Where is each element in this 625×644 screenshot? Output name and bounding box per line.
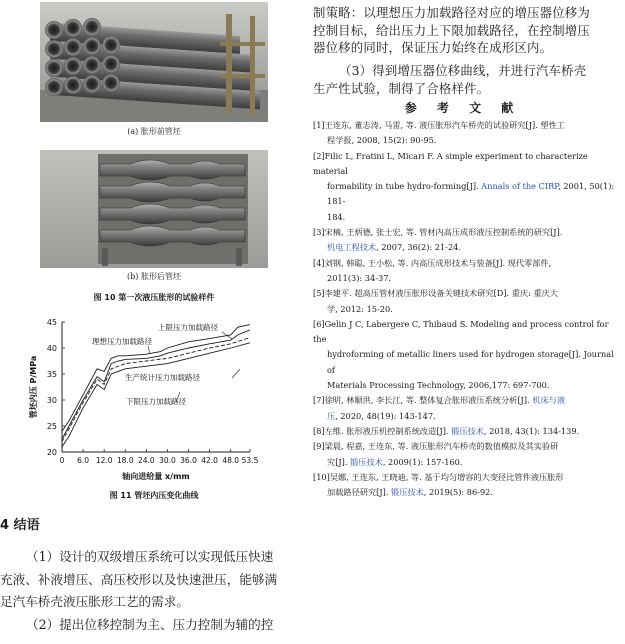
annotation-leader xyxy=(148,346,150,354)
references-title: 参 考 文 献 xyxy=(404,101,522,115)
reference-item xyxy=(313,393,615,424)
reference-item xyxy=(313,317,615,393)
ref-text: 学, 2012: 15-20. xyxy=(327,303,393,314)
x-tick-label: 42.0 xyxy=(201,456,218,465)
ref-text: 梁晨, 程嘉, 王连东, 等. 液压胀形汽车桥壳的数值模拟及其实验研 xyxy=(324,441,559,452)
ref-text: 程学报, 2008, 15(2): 90-95. xyxy=(327,135,437,146)
ref-text: 王连东, 董志涛, 马雷, 等. 液压胀形汽车桥壳的试验研究[J]. 塑性工 xyxy=(324,120,565,130)
reference-item xyxy=(313,439,615,470)
series-annotation: 理想压力加载路径 xyxy=(92,337,152,346)
annotation-leader xyxy=(222,332,232,339)
ref-text: Gelin J C, Labergere C, Thibaud S. Modeling and process control for the xyxy=(313,318,609,345)
body-line: 控制目标，给出压力上下限加载路径，在控制增压 xyxy=(313,22,590,38)
conclusion-body xyxy=(0,546,300,636)
reference-item xyxy=(313,225,615,256)
y-tick-label: 35 xyxy=(46,370,57,379)
series-line-3 xyxy=(62,338,250,442)
y-tick-label: 25 xyxy=(46,422,57,431)
conclusion-line: （1）设计的双级增压系统可以实现低压快速 xyxy=(26,549,274,564)
right-top-paragraph xyxy=(313,4,613,57)
reference-item xyxy=(313,470,615,501)
ref-text: hydroforming of metallic liners used for hydrogen storage[J]. Journal of xyxy=(327,349,614,375)
ref-text: , 2020, 48(19): 143-147. xyxy=(335,410,436,421)
x-tick-label: 18.0 xyxy=(116,456,134,465)
x-tick-label: 6.0 xyxy=(77,456,90,465)
ref-label: [1] xyxy=(313,120,325,130)
photo-tubes-after xyxy=(40,150,268,268)
right-item3-paragraph xyxy=(313,62,613,97)
series-annotation: 下限压力加载路径 xyxy=(126,397,186,406)
y-tick-label: 30 xyxy=(46,396,57,405)
reference-item xyxy=(313,118,615,149)
ref-label: [3] xyxy=(313,227,325,238)
section-heading: 4 结语 xyxy=(0,518,40,533)
journal-link[interactable]: 锻压技术 xyxy=(451,425,484,436)
conclusion-line: 足汽车桥壳液压胀形工艺的需求。 xyxy=(0,594,189,609)
conclusion-line: （2）提出位移控制为主、压力控制为辅的控 xyxy=(26,616,274,632)
journal-link[interactable]: 锻压技术 xyxy=(350,456,383,467)
journal-link[interactable]: 锻压技术 xyxy=(391,487,424,498)
body-line: （3）得到增压器位移曲线，并进行汽车桥壳 xyxy=(339,63,587,78)
ref-text: 宋楠, 王炳德, 张士宏, 等. 管材内高压成形液压控制系统的研究[J]. xyxy=(324,227,563,238)
y-tick-label: 20 xyxy=(46,448,57,457)
body-line: 器位移的同时，保证压力始终在成形区内。 xyxy=(313,40,553,56)
ref-label: [5] xyxy=(313,288,325,299)
reference-item xyxy=(313,424,615,439)
reference-item xyxy=(313,286,615,317)
y-tick-label: 45 xyxy=(46,318,57,327)
ref-text: , 2009(1): 157-160. xyxy=(382,456,463,467)
ref-text: formability in tube hydro-forming[J]. xyxy=(327,181,482,192)
x-tick-label: 30.0 xyxy=(159,456,176,465)
ref-text: , 2019(5): 86-92. xyxy=(423,487,493,498)
ref-label: [7] xyxy=(313,395,325,406)
x-tick-label: 53.5 xyxy=(241,456,259,465)
x-tick-label: 48.0 xyxy=(222,456,240,465)
ref-label: [4] xyxy=(313,257,325,268)
fig-a-caption: (a) 胀形前管坯 xyxy=(127,127,181,136)
ref-text: Filic L, Fratini L, Micari F. A simple experiment to characterize material xyxy=(313,150,588,176)
journal-link[interactable]: Annals of the CIRP xyxy=(481,181,559,192)
ref-text: , 2007, 36(2): 21-24. xyxy=(376,242,461,253)
fig11-title: 图 11 管坯内压变化曲线 xyxy=(109,491,199,500)
series-line-2 xyxy=(62,330,250,439)
ref-text: 究[J]. xyxy=(327,456,351,467)
reference-item xyxy=(313,149,615,225)
ref-text: 左维. 胀形液压机控制系统改造[J]. xyxy=(324,425,452,436)
x-tick-label: 36.0 xyxy=(180,456,197,465)
ref-text: 刘钢, 韩聪, 王小松, 等. 内高压成形技术与装备[J]. 现代零部件, xyxy=(324,257,552,268)
ref-text: , 2001, 50(1): 181- xyxy=(327,181,615,207)
ref-label: [8] xyxy=(313,425,325,436)
reference-item xyxy=(313,256,615,287)
series-line-4 xyxy=(62,343,250,447)
photo-tubes-before xyxy=(40,2,268,122)
ref-text: 吴娜, 王连东, 王晓迪, 等. 基于均匀增容的大变径比管件液压胀形 xyxy=(329,471,564,482)
conclusion-line: 充液、补液增压、高压校形以及快速泄压，能够满 xyxy=(0,571,278,587)
ref-text: , 2018, 43(1): 134-139. xyxy=(483,425,580,436)
body-line: 生产性试验，制得了合格样件。 xyxy=(313,80,490,96)
series-annotation: 上限压力加载路径 xyxy=(158,323,218,332)
annotation-leader xyxy=(232,369,240,378)
y-tick-label: 40 xyxy=(46,344,57,353)
journal-link[interactable]: 压 xyxy=(327,410,336,421)
pressure-curve-chart xyxy=(0,312,300,490)
fig-b-caption: (b) 胀形后管坯 xyxy=(127,272,181,281)
ref-label: [6] xyxy=(313,318,325,329)
ref-text: Materials Processing Technology, 2006,177: 697-700. xyxy=(327,380,550,391)
journal-link[interactable]: 机床与液 xyxy=(532,395,566,406)
ref-text: 加载路径研究[J]. xyxy=(327,487,392,498)
ref-text: 184. xyxy=(327,211,346,222)
ref-label: [10] xyxy=(313,471,330,482)
references-list xyxy=(313,118,615,500)
ref-text: 李建平. 超高压管材液压胀形设备关键技术研究[D]. 重庆: 重庆大 xyxy=(324,288,559,299)
x-tick-label: 12.0 xyxy=(95,456,113,465)
series-annotation: 生产统计压力加载路径 xyxy=(125,373,200,382)
ref-text: 徐明, 林顺洪, 李长江, 等. 整体复合胀形液压系统分析[J]. xyxy=(324,395,533,406)
ref-text: 2011(3): 34-37. xyxy=(327,272,392,283)
y-axis-label: 管坯内压 P/MPa xyxy=(29,355,38,419)
ref-label: [2] xyxy=(313,150,325,161)
body-line: 制策略：以理想压力加载路径对应的增压器位移为 xyxy=(313,5,590,20)
x-axis-label: 轴向进给量 x/mm xyxy=(122,472,190,481)
x-tick-label: 0 xyxy=(59,456,65,465)
fig10-title: 图 10 第一次液压胀形的试验样件 xyxy=(93,293,215,302)
journal-link[interactable]: 机电工程技术 xyxy=(327,242,377,253)
ref-label: [9] xyxy=(313,441,325,452)
x-tick-label: 24.0 xyxy=(137,456,155,465)
